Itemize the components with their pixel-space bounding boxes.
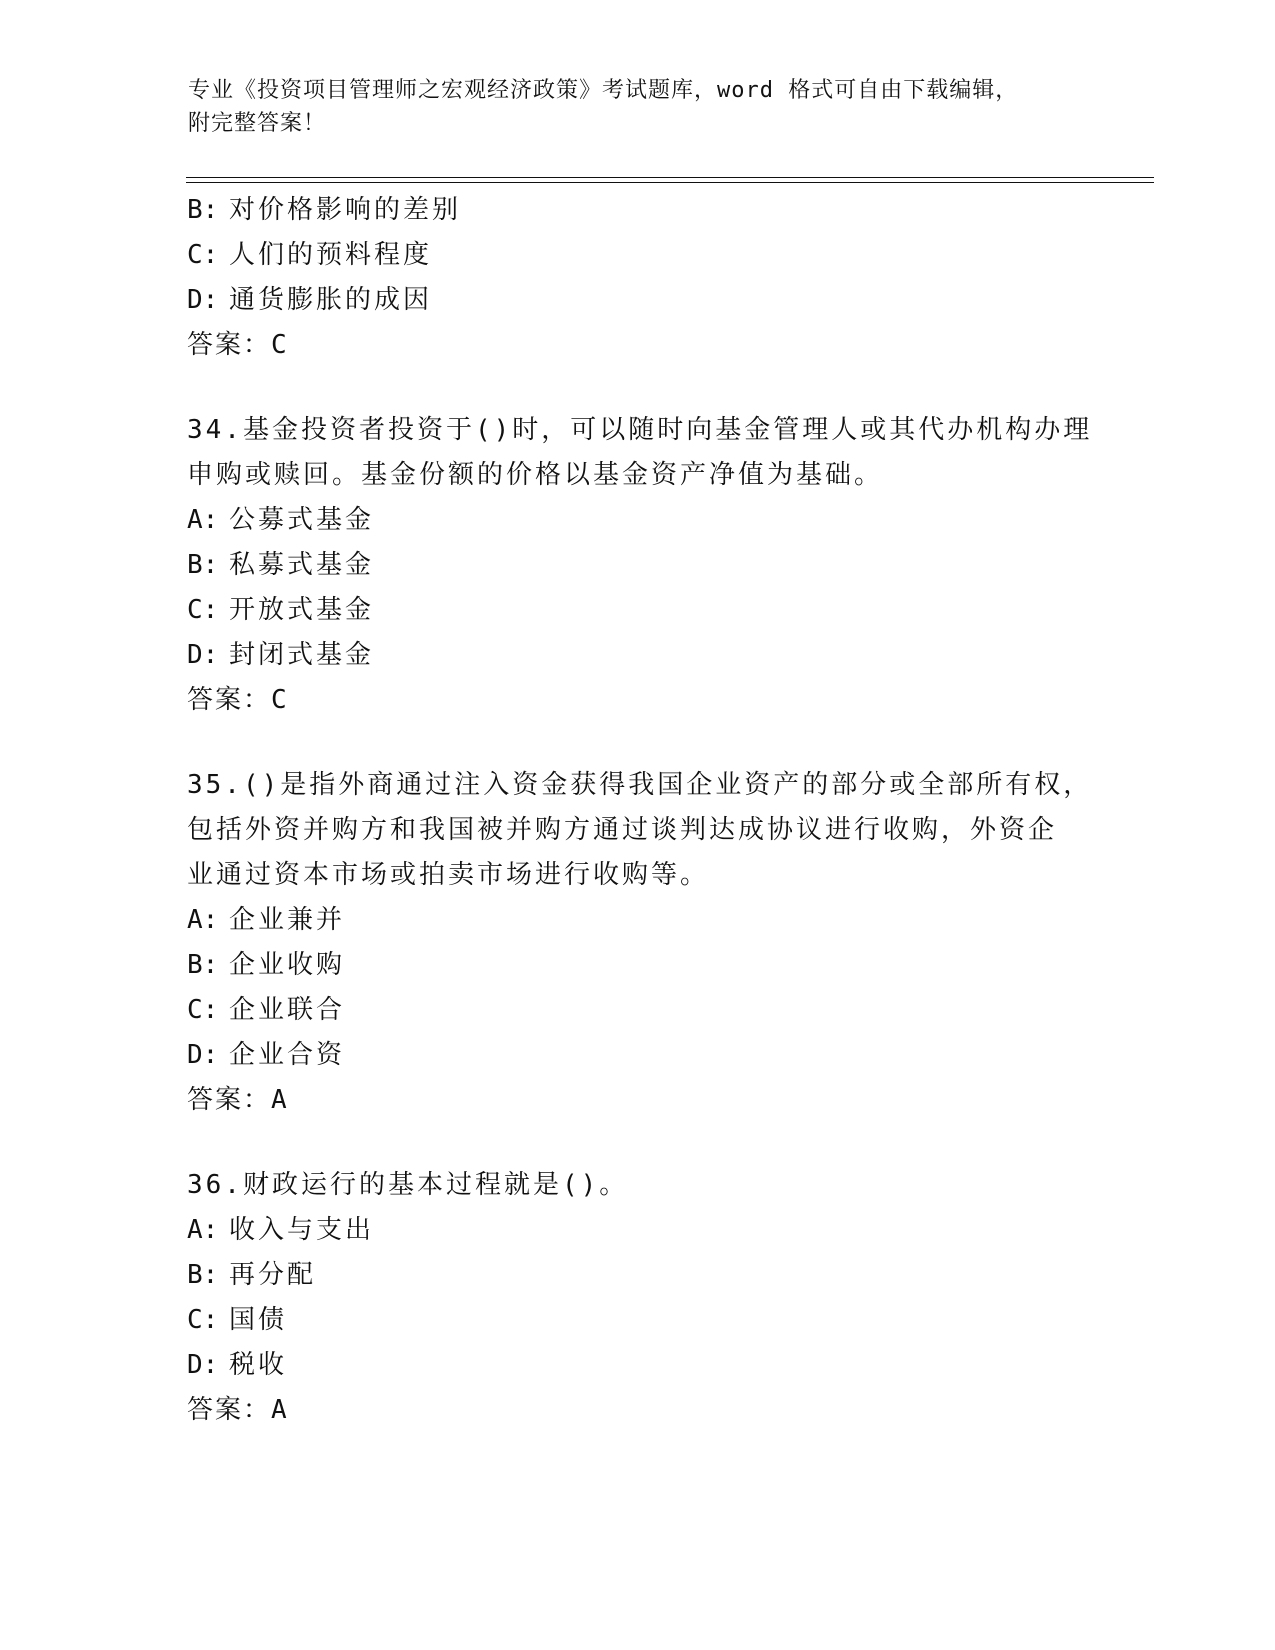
- answer-line: [187, 1078, 1087, 1123]
- answer-line: [187, 678, 1087, 723]
- spacer: [187, 368, 1087, 408]
- header-rule-top: [186, 177, 1154, 178]
- option-text: 私募式基金: [229, 550, 375, 580]
- question-stem-line: 业通过资本市场或拍卖市场进行收购等。: [187, 860, 710, 890]
- question-stem-line: 34.基金投资者投资于()时，可以随时向基金管理人或其代办机构办理: [187, 415, 1093, 445]
- option-key: B:: [187, 550, 219, 580]
- question-35: [187, 763, 1093, 1123]
- option-text: 人们的预料程度: [229, 240, 433, 270]
- option-key: D:: [187, 1040, 219, 1070]
- option-text: 企业收购: [229, 950, 346, 980]
- option-b: [187, 1253, 1087, 1298]
- header-rule-bottom: [186, 182, 1154, 183]
- answer-value: A: [271, 1085, 290, 1115]
- option-b: [187, 543, 1087, 588]
- option-c: [187, 1298, 1087, 1343]
- option-key: D:: [187, 1350, 219, 1380]
- question-stem-line: 36.财政运行的基本过程就是()。: [187, 1170, 629, 1200]
- option-d: [187, 1033, 1087, 1078]
- spacer: [187, 723, 1087, 763]
- option-text: 公募式基金: [229, 505, 375, 535]
- option-b: [187, 188, 1087, 233]
- option-text: 企业兼并: [229, 905, 346, 935]
- header-line-1: 专业《投资项目管理师之宏观经济政策》考试题库，word 格式可自由下载编辑，: [188, 78, 1019, 103]
- option-key: C:: [187, 1305, 219, 1335]
- option-key: A:: [187, 1215, 219, 1245]
- answer-label: 答案：: [187, 1395, 272, 1425]
- answer-line: [187, 323, 1087, 368]
- option-text: 企业合资: [229, 1040, 346, 1070]
- option-key: A:: [187, 905, 219, 935]
- option-key: A:: [187, 505, 219, 535]
- option-text: 企业联合: [229, 995, 346, 1025]
- spacer: [187, 1123, 1087, 1163]
- question-list: [187, 188, 1093, 1433]
- option-text: 再分配: [229, 1260, 317, 1290]
- option-d: [187, 633, 1087, 678]
- answer-label: 答案：: [187, 330, 272, 360]
- question-stem-line: 申购或赎回。基金份额的价格以基金资产净值为基础。: [187, 460, 884, 490]
- option-c: [187, 588, 1087, 633]
- option-key: C:: [187, 995, 219, 1025]
- option-text: 开放式基金: [229, 595, 375, 625]
- answer-label: 答案：: [187, 1085, 272, 1115]
- option-key: C:: [187, 595, 219, 625]
- answer-value: C: [271, 685, 290, 715]
- question-stem-line: 包括外资并购方和我国被并购方通过谈判达成协议进行收购，外资企: [187, 815, 1058, 845]
- header-line-2: 附完整答案！: [188, 111, 327, 136]
- option-text: 国债: [229, 1305, 288, 1335]
- option-key: C:: [187, 240, 219, 270]
- answer-label: 答案：: [187, 685, 272, 715]
- option-d: [187, 1343, 1087, 1388]
- question-34: [187, 408, 1093, 723]
- option-c: [187, 988, 1087, 1033]
- option-key: B:: [187, 950, 219, 980]
- option-a: [187, 898, 1087, 943]
- question-36: [187, 1163, 1087, 1433]
- option-text: 对价格影响的差别: [229, 195, 462, 225]
- option-d: [187, 278, 1087, 323]
- answer-line: [187, 1388, 1087, 1433]
- option-key: B:: [187, 195, 219, 225]
- answer-value: C: [271, 330, 290, 360]
- option-text: 通货膨胀的成因: [229, 285, 433, 315]
- question-33-tail: [187, 188, 1087, 368]
- option-key: B:: [187, 1260, 219, 1290]
- option-text: 封闭式基金: [229, 640, 375, 670]
- option-c: [187, 233, 1087, 278]
- option-a: [187, 1208, 1087, 1253]
- option-key: D:: [187, 640, 219, 670]
- option-a: [187, 498, 1087, 543]
- page-header: [188, 74, 1088, 140]
- option-b: [187, 943, 1087, 988]
- question-stem-line: 35.()是指外商通过注入资金获得我国企业资产的部分或全部所有权，: [187, 770, 1093, 800]
- option-key: D:: [187, 285, 219, 315]
- option-text: 收入与支出: [229, 1215, 375, 1245]
- answer-value: A: [271, 1395, 290, 1425]
- option-text: 税收: [229, 1350, 288, 1380]
